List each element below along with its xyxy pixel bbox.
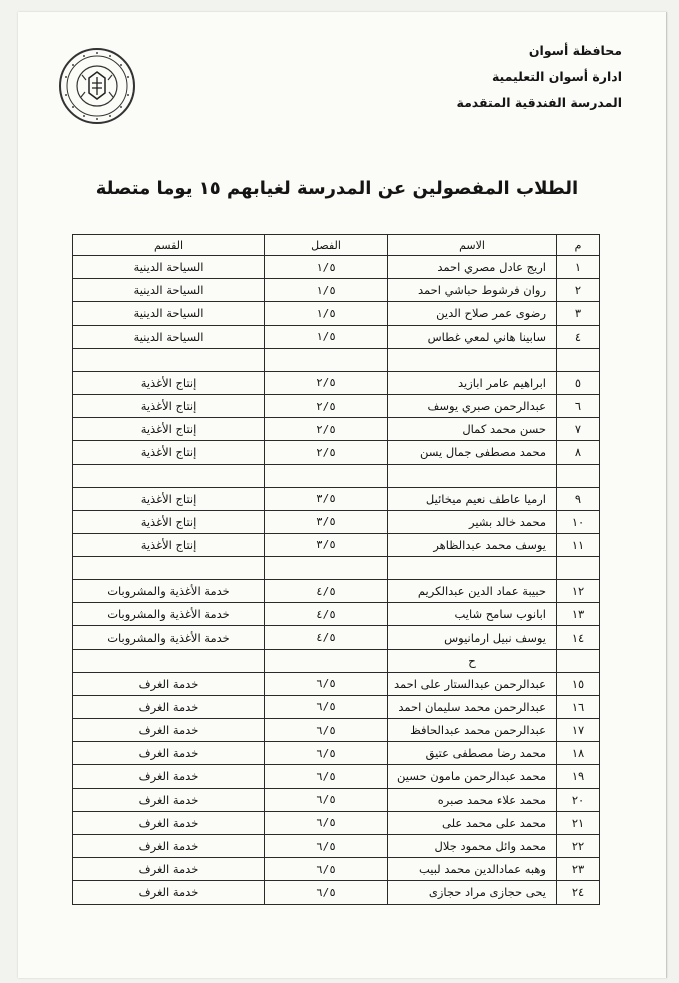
- row-number: ١٢: [557, 580, 600, 603]
- table-row: [73, 603, 600, 626]
- class-cell: ٦/٥: [265, 811, 388, 834]
- column-header-department: القسم: [73, 235, 265, 256]
- row-number: ١٦: [557, 695, 600, 718]
- separator-cell: [73, 464, 265, 487]
- class-cell: ٦/٥: [265, 788, 388, 811]
- student-name: ابراهيم عامر ابازيد: [388, 371, 557, 394]
- table-row: [73, 788, 600, 811]
- class-cell: ١/٥: [265, 256, 388, 279]
- class-cell: ٦/٥: [265, 881, 388, 904]
- school-seal-icon: [58, 47, 136, 125]
- row-number: ٧: [557, 418, 600, 441]
- separator-cell: [265, 557, 388, 580]
- separator-mark: ح: [388, 649, 557, 672]
- table-row: [73, 418, 600, 441]
- student-name: محمد عبدالرحمن مامون حسين: [388, 765, 557, 788]
- student-name: محمد وائل محمود جلال: [388, 834, 557, 857]
- student-name: اريج عادل مصري احمد: [388, 256, 557, 279]
- class-cell: ٤/٥: [265, 603, 388, 626]
- row-number: ١٩: [557, 765, 600, 788]
- separator-cell: [265, 348, 388, 371]
- row-number: ١١: [557, 533, 600, 556]
- department-cell: خدمة الأغذية والمشروبات: [73, 580, 265, 603]
- table-row: [73, 580, 600, 603]
- table-body: [73, 256, 600, 905]
- student-name: رضوى عمر صلاح الدين: [388, 302, 557, 325]
- student-name: روان فرشوط حباشي احمد: [388, 279, 557, 302]
- group-separator-row: [73, 649, 600, 672]
- department-cell: خدمة الغرف: [73, 811, 265, 834]
- class-cell: ١/٥: [265, 302, 388, 325]
- row-number: ٢٢: [557, 834, 600, 857]
- class-cell: ٣/٥: [265, 510, 388, 533]
- class-cell: ٢/٥: [265, 418, 388, 441]
- class-cell: ٦/٥: [265, 742, 388, 765]
- group-separator-row: [73, 464, 600, 487]
- student-name: محمد مصطفى جمال يسن: [388, 441, 557, 464]
- class-cell: ١/٥: [265, 325, 388, 348]
- row-number: ٢: [557, 279, 600, 302]
- separator-cell: [73, 649, 265, 672]
- row-number: ٢٣: [557, 858, 600, 881]
- student-name: يوسف محمد عبدالظاهر: [388, 533, 557, 556]
- separator-cell: [557, 464, 600, 487]
- row-number: ١٠: [557, 510, 600, 533]
- student-name: سابينا هاني لمعي غطاس: [388, 325, 557, 348]
- document-page: [18, 12, 667, 978]
- department-cell: إنتاج الأغذية: [73, 418, 265, 441]
- table-row: [73, 394, 600, 417]
- document-title: الطلاب المفصولين عن المدرسة لغيابهم ١٥ يوما متصلة: [95, 178, 579, 199]
- department-cell: خدمة الغرف: [73, 834, 265, 857]
- table-row: [73, 765, 600, 788]
- table-row: [73, 302, 600, 325]
- department-cell: السياحة الدينية: [73, 325, 265, 348]
- row-number: ٢٠: [557, 788, 600, 811]
- department-cell: السياحة الدينية: [73, 256, 265, 279]
- department-cell: خدمة الغرف: [73, 719, 265, 742]
- row-number: ٥: [557, 371, 600, 394]
- row-number: ١٧: [557, 719, 600, 742]
- separator-cell: [557, 348, 600, 371]
- class-cell: ٣/٥: [265, 487, 388, 510]
- department-cell: إنتاج الأغذية: [73, 394, 265, 417]
- student-name: حسن محمد كمال: [388, 418, 557, 441]
- separator-cell: [73, 557, 265, 580]
- row-number: ١٨: [557, 742, 600, 765]
- student-name: عبدالرحمن محمد عبدالحافظ: [388, 719, 557, 742]
- student-name: عبدالرحمن محمد سليمان احمد: [388, 695, 557, 718]
- letterhead: [362, 38, 622, 116]
- row-number: ١٤: [557, 626, 600, 649]
- table-row: [73, 881, 600, 904]
- class-cell: ٣/٥: [265, 533, 388, 556]
- governorate-line: محافظة أسوان: [528, 43, 622, 58]
- student-name: يحى حجازى مراد حجازى: [388, 881, 557, 904]
- student-name: عبدالرحمن صبري يوسف: [388, 394, 557, 417]
- separator-cell: [265, 649, 388, 672]
- table-row: [73, 742, 600, 765]
- table-row: [73, 510, 600, 533]
- table-row: [73, 441, 600, 464]
- department-cell: خدمة الغرف: [73, 858, 265, 881]
- department-cell: خدمة الغرف: [73, 881, 265, 904]
- row-number: ١: [557, 256, 600, 279]
- department-cell: خدمة الغرف: [73, 672, 265, 695]
- table-row: [73, 719, 600, 742]
- student-name: محمد رضا مصطفى عتيق: [388, 742, 557, 765]
- group-separator-row: [73, 557, 600, 580]
- class-cell: ٢/٥: [265, 394, 388, 417]
- separator-cell: [388, 348, 557, 371]
- table-row: [73, 695, 600, 718]
- department-cell: إنتاج الأغذية: [73, 441, 265, 464]
- table-row: [73, 834, 600, 857]
- students-table: [72, 234, 600, 905]
- class-cell: ٦/٥: [265, 719, 388, 742]
- student-name: ابانوب سامح شايب: [388, 603, 557, 626]
- separator-cell: [73, 348, 265, 371]
- student-name: يوسف نبيل ارمانيوس: [388, 626, 557, 649]
- separator-cell: [388, 464, 557, 487]
- table-row: [73, 256, 600, 279]
- class-cell: ٢/٥: [265, 441, 388, 464]
- class-cell: ١/٥: [265, 279, 388, 302]
- group-separator-row: [73, 348, 600, 371]
- table-row: [73, 672, 600, 695]
- row-number: ٨: [557, 441, 600, 464]
- student-name: وهبه عمادالدين محمد لبيب: [388, 858, 557, 881]
- separator-cell: [557, 649, 600, 672]
- separator-cell: [265, 464, 388, 487]
- row-number: ١٥: [557, 672, 600, 695]
- department-cell: خدمة الأغذية والمشروبات: [73, 603, 265, 626]
- separator-cell: [557, 557, 600, 580]
- student-name: محمد علاء محمد صبره: [388, 788, 557, 811]
- school-line: المدرسة الفندقية المتقدمة: [456, 95, 622, 110]
- department-cell: خدمة الغرف: [73, 695, 265, 718]
- department-cell: إنتاج الأغذية: [73, 510, 265, 533]
- row-number: ٢٤: [557, 881, 600, 904]
- department-cell: خدمة الغرف: [73, 788, 265, 811]
- department-cell: خدمة الأغذية والمشروبات: [73, 626, 265, 649]
- department-cell: السياحة الدينية: [73, 279, 265, 302]
- column-header-class: الفصل: [265, 235, 388, 256]
- department-cell: خدمة الغرف: [73, 742, 265, 765]
- student-name: حبيبة عماد الدين عبدالكريم: [388, 580, 557, 603]
- row-number: ٢١: [557, 811, 600, 834]
- department-cell: إنتاج الأغذية: [73, 533, 265, 556]
- row-number: ٤: [557, 325, 600, 348]
- row-number: ١٣: [557, 603, 600, 626]
- table-header-row: [73, 235, 600, 256]
- class-cell: ٦/٥: [265, 858, 388, 881]
- student-name: ارميا عاطف نعيم ميخائيل: [388, 487, 557, 510]
- department-cell: إنتاج الأغذية: [73, 487, 265, 510]
- class-cell: ٦/٥: [265, 695, 388, 718]
- class-cell: ٢/٥: [265, 371, 388, 394]
- table-row: [73, 858, 600, 881]
- table-row: [73, 626, 600, 649]
- class-cell: ٦/٥: [265, 765, 388, 788]
- class-cell: ٤/٥: [265, 580, 388, 603]
- column-header-name: الاسم: [388, 235, 557, 256]
- table-row: [73, 325, 600, 348]
- table-row: [73, 533, 600, 556]
- class-cell: ٦/٥: [265, 672, 388, 695]
- department-cell: السياحة الدينية: [73, 302, 265, 325]
- class-cell: ٦/٥: [265, 834, 388, 857]
- student-name: محمد على محمد على: [388, 811, 557, 834]
- table-row: [73, 279, 600, 302]
- row-number: ٣: [557, 302, 600, 325]
- column-header-num: م: [557, 235, 600, 256]
- department-cell: إنتاج الأغذية: [73, 371, 265, 394]
- student-name: محمد خالد بشير: [388, 510, 557, 533]
- table-row: [73, 371, 600, 394]
- row-number: ٩: [557, 487, 600, 510]
- student-name: عبدالرحمن عبدالستار على احمد: [388, 672, 557, 695]
- administration-line: ادارة أسوان التعليمية: [491, 69, 622, 84]
- table-row: [73, 487, 600, 510]
- class-cell: ٤/٥: [265, 626, 388, 649]
- separator-cell: [388, 557, 557, 580]
- department-cell: خدمة الغرف: [73, 765, 265, 788]
- table-row: [73, 811, 600, 834]
- row-number: ٦: [557, 394, 600, 417]
